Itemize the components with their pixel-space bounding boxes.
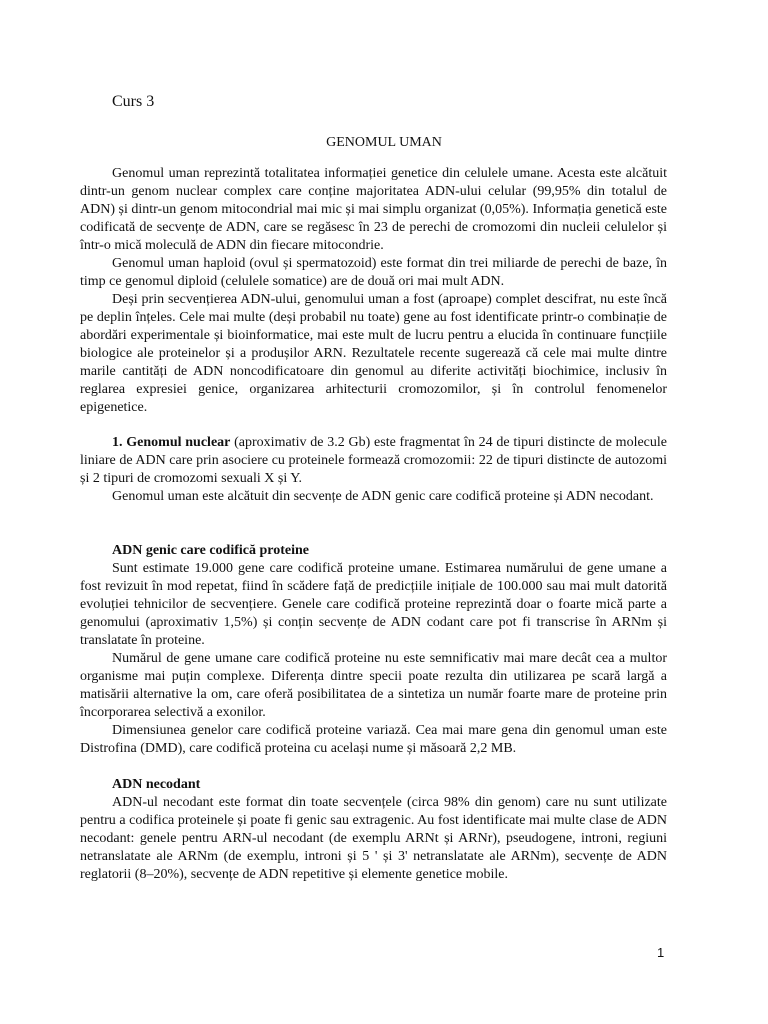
intro-paragraph: Deși prin secvențierea ADN-ului, genomului uman a fost (aproape) complet descifrat, nu este încă pe deplin înțeles. Cele mai multe (deși probabil nu toate) gene au fost identificate printr-o combinație de abordări experimentale și bioinformatice, mai este mult de lucru pentru a elucida în continuare funcțiile biologice ale proteinelor și a produșilor ARN. Rezultatele recente sugerează că cele mai multe dintre marile cantități de ADN noncodificatoare din genomul au diferite activități biochimice, inclusiv în reglarea expresiei genice, organizarea arhitecturii cromozomilor, și în controlul fenomenelor epigenetice. — [80, 292, 667, 415]
section-paragraph: ADN-ul necodant este format din toate secvențele (circa 98% din genom) care nu sunt utilizate pentru a codifica proteinele și poate fi genic sau extragenic. Au fost identificate mai multe clase de ADN necodant: genele pentru ARN-ul necodant (de exemplu ARNt și ARNr), pseudogene, introni, regiuni netranslatate ale ARNm (de exemplu, introni și 5 ' și 3' netranslatate ale ARNm), secvențe de ADN reglatorii (8–20%), secvențe de ADN repetitive și elemente genetice mobile. — [80, 795, 667, 882]
nuclear-genome-heading-text: (aproximativ de 3.2 Gb) este fragmentat în 24 de tipuri distincte de molecule liniare de ADN care prin asociere cu proteinele formează cromozomii: 22 de tipuri distincte de autozomi și 2 tipuri de cromozomi sexuali X și Y. — [80, 435, 667, 486]
section-paragraph: Sunt estimate 19.000 gene care codifică proteine umane. Estimarea numărului de gene umane a fost revizuit în mod repetat, fiind în scădere față de predicțiile inițiale de 100.000 sau mai mult datorită evoluției tehnicilor de secvențiere. Genele care codifică proteine reprezintă doar o foarte mică parte a genomului (aproximativ 1,5%) și conțin secvențe de ADN codant care pot fi transcrise în ARNm și translatate în proteine. — [80, 561, 667, 648]
protein-coding-dna-section — [80, 542, 667, 758]
nuclear-genome-paragraph — [80, 434, 667, 488]
page-title: GENOMUL UMAN — [326, 135, 442, 150]
nuclear-genome-paragraph: Genomul uman este alcătuit din secvențe de ADN genic care codifică proteine și ADN necodant. — [112, 489, 654, 504]
page-number: 1 — [657, 945, 665, 960]
course-label: Curs 3 — [112, 93, 155, 110]
noncoding-dna-section — [80, 776, 667, 884]
intro-paragraph: Genomul uman reprezintă totalitatea informației genetice din celulele umane. Acesta este alcătuit dintr-un genom nuclear complex care conține majoritatea ADN-ului celular (99,95% din totalul de ADN) și dintr-un genom mitocondrial mai mic și mai simplu organizat (0,05%). Informația genetică este codificată de secvențe de ADN, care se regăsesc în 23 de perechi de cromozomi din nucleii celulelor și într-o mică moleculă de ADN din fiecare mitocondrie. — [80, 166, 667, 253]
intro-paragraph: Genomul uman haploid (ovul și spermatozoid) este format din trei miliarde de perechi de baze, în timp ce genomul diploid (celulele somatice) are de două ori mai mult ADN. — [80, 256, 667, 289]
nuclear-genome-heading: 1. Genomul nuclear — [112, 435, 231, 450]
section-paragraph: Dimensiunea genelor care codifică proteine variază. Cea mai mare gena din genomul uman este Distrofina (DMD), care codifică proteina cu același nume și măsoară 2,2 MB. — [80, 723, 667, 756]
nuclear-genome-section — [80, 434, 667, 506]
section-paragraph: Numărul de gene umane care codifică proteine nu este semnificativ mai mare decât cea a multor organisme mai puțin complexe. Diferența dintre specii poate rezulta din utilizarea pe scară largă a matisării alternative la om, care oferă posibilitatea de a sintetiza un număr foarte mare de proteine prin încorporarea selectivă a exonilor. — [80, 651, 667, 720]
intro-section — [80, 165, 667, 417]
section-heading: ADN genic care codifică proteine — [112, 543, 309, 558]
section-heading: ADN necodant — [112, 777, 201, 792]
